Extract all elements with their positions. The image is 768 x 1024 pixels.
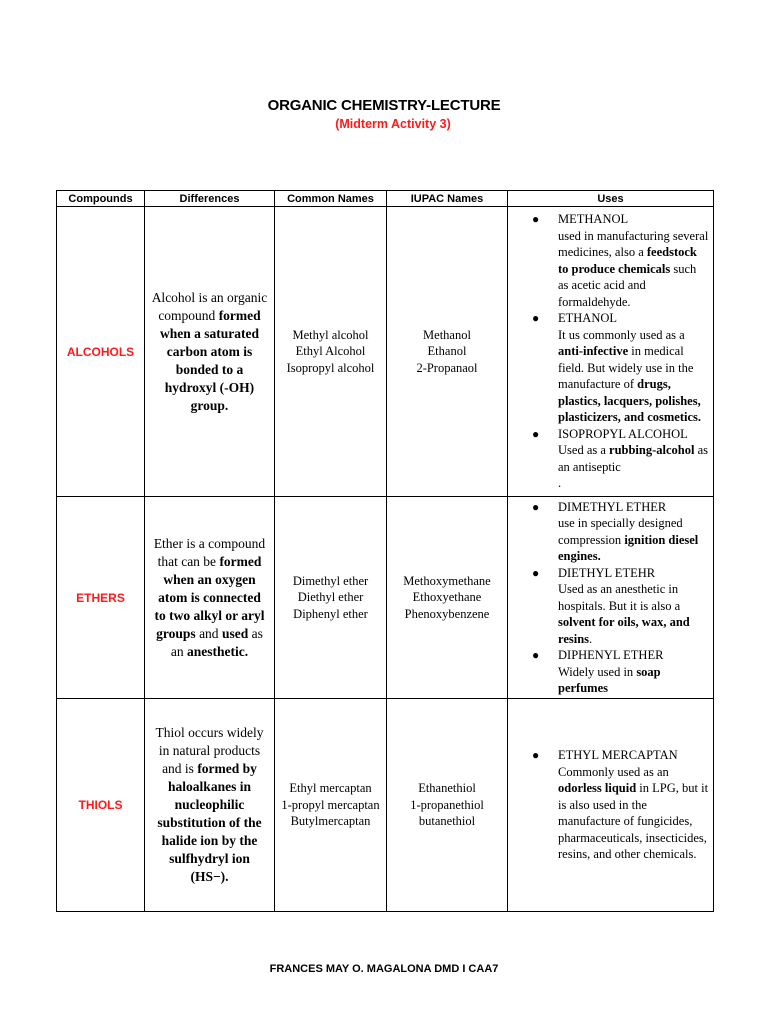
common-name: Ethyl Alcohol (295, 344, 366, 359)
column-header-differences: Differences (145, 191, 275, 207)
bullet-icon: ● (532, 426, 540, 441)
iupac-name: Ethoxyethane (412, 590, 482, 605)
iupac-name: Methoxymethane (403, 573, 491, 588)
uses-cell (508, 207, 714, 497)
use-name: METHANOL (558, 212, 629, 227)
use-name: ETHANOL (558, 311, 618, 326)
iupac-name: butanethiol (418, 814, 476, 829)
use-text: used in manufacturing several medicines, also a (558, 228, 709, 260)
use-item-diethyl-ether (508, 565, 709, 648)
iupac-name: 2-Propanaol (416, 360, 478, 375)
uses-list (508, 747, 709, 863)
common-names-cell (275, 497, 387, 699)
use-item-ethanol (508, 310, 709, 426)
compounds-table (56, 190, 714, 912)
use-name: ISOPROPYL ALCOHOL (558, 426, 688, 441)
use-bold-text: odorless liquid (558, 781, 637, 796)
difference-text: Thiol occurs widely in natural products and is (155, 725, 264, 776)
iupac-names-cell (387, 699, 508, 912)
use-text: It us commonly used as a (558, 327, 685, 342)
use-bold-text: ignition diesel engines. (558, 532, 699, 563)
table-header-row (57, 191, 714, 207)
use-text: as an antiseptic (558, 443, 709, 474)
common-name: Dimethyl ether (292, 573, 369, 588)
common-name: 1-propyl mercaptan (281, 797, 380, 812)
bullet-icon: ● (532, 499, 540, 514)
compound-name-cell: THIOLS (57, 699, 145, 912)
table-row-alcohols (57, 207, 714, 497)
bullet-icon: ● (532, 311, 540, 326)
difference-text: Ether is a compound that can be (153, 535, 266, 569)
common-name: Diphenyl ether (293, 606, 368, 621)
common-name: Isopropyl alcohol (286, 360, 375, 375)
use-text: in LPG, but it is also used in the manufacture of fungicides, pharmaceuticals, insecticides, resins, and other chemicals. (558, 781, 709, 862)
bullet-icon: ● (532, 748, 540, 763)
iupac-name: 1-propanethiol (410, 797, 484, 812)
footer-author: FRANCES MAY O. MAGALONA DMD I CAA7 (269, 963, 499, 975)
column-header-common-names: Common Names (275, 191, 387, 207)
uses-list (508, 499, 709, 697)
iupac-name: Ethanol (427, 344, 467, 359)
use-bold-text: anti-infective (558, 344, 629, 359)
use-name: ETHYL MERCAPTAN (558, 748, 678, 763)
difference-bold-text: anesthetic. (187, 643, 249, 659)
iupac-name: Phenoxybenzene (404, 606, 490, 621)
difference-cell (145, 207, 275, 497)
bullet-icon: ● (532, 648, 540, 662)
use-text: Used as an anesthetic in hospitals. But it is also a (558, 582, 681, 613)
column-header-uses: Uses (508, 191, 714, 207)
difference-bold-text: formed when a saturated carbon atom is bonded to a hydroxyl (-OH) group. (159, 307, 261, 413)
use-text: use in specially designed compression (558, 516, 683, 547)
iupac-names-cell (387, 207, 508, 497)
uses-cell (508, 497, 714, 699)
use-text: Used as a (558, 443, 606, 458)
use-item-isopropyl-alcohol (508, 426, 709, 492)
use-text: Widely used in (558, 664, 634, 679)
use-text: . (558, 476, 562, 491)
difference-cell (145, 497, 275, 699)
difference-text: Alcohol is an organic compound (151, 289, 268, 323)
use-name: DIMETHYL ETHER (558, 499, 667, 514)
use-bold-text: solvent for oils, wax, and resins (558, 615, 690, 646)
use-bold-text: soap perfumes (558, 664, 661, 695)
page-title: ORGANIC CHEMISTRY-LECTURE (267, 97, 501, 114)
common-name: Butylmercaptan (290, 814, 371, 829)
use-text: Commonly used as an (558, 764, 669, 779)
use-text: . (589, 631, 593, 646)
use-item-ethyl-mercaptan (508, 747, 709, 863)
iupac-name: Ethanethiol (418, 781, 476, 796)
use-text: such as acetic acid and formaldehyde. (558, 261, 697, 309)
common-name: Ethyl mercaptan (289, 781, 372, 796)
iupac-names-cell (387, 497, 508, 699)
difference-bold-text: formed when an oxygen atom is connected to two alkyl or aryl groups (154, 553, 265, 641)
compound-name-cell: ETHERS (57, 497, 145, 699)
column-header-compounds: Compounds (57, 191, 145, 207)
use-item-dimethyl-ether (508, 499, 709, 565)
use-name: DIETHYL ETEHR (558, 565, 656, 580)
uses-list (508, 211, 709, 492)
difference-text: as an (170, 625, 263, 659)
use-name: DIPHENYL ETHER (558, 648, 664, 662)
use-bold-text: drugs, plastics, lacquers, polishes, plasticizers, and cosmetics. (558, 377, 702, 425)
common-names-cell (275, 699, 387, 912)
table-row-thiols (57, 699, 714, 912)
difference-cell (145, 699, 275, 912)
bullet-icon: ● (532, 212, 540, 227)
use-item-diphenyl-ether (508, 647, 709, 697)
page-subtitle: (Midterm Activity 3) (335, 117, 451, 131)
column-header-iupac-names: IUPAC Names (387, 191, 508, 207)
use-bold-text: feedstock to produce chemicals (558, 245, 697, 276)
compound-name-cell: ALCOHOLS (57, 207, 145, 497)
common-name: Diethyl ether (297, 590, 364, 605)
use-item-methanol (508, 211, 709, 310)
difference-bold-text: formed by haloalkanes in nucleophilic substitution of the halide ion by the sulfhydryl ion (HS−). (157, 761, 262, 884)
use-text: in medical field. But widely use in the manufacture of (558, 344, 694, 392)
table-row-ethers (57, 497, 714, 699)
uses-cell (508, 699, 714, 912)
common-name: Methyl alcohol (292, 327, 369, 342)
use-bold-text: rubbing-alcohol (609, 443, 695, 458)
common-names-cell (275, 207, 387, 497)
iupac-name: Methanol (423, 327, 471, 342)
bullet-icon: ● (532, 565, 540, 580)
difference-bold-text: used (221, 625, 249, 641)
difference-text: and (199, 625, 219, 641)
